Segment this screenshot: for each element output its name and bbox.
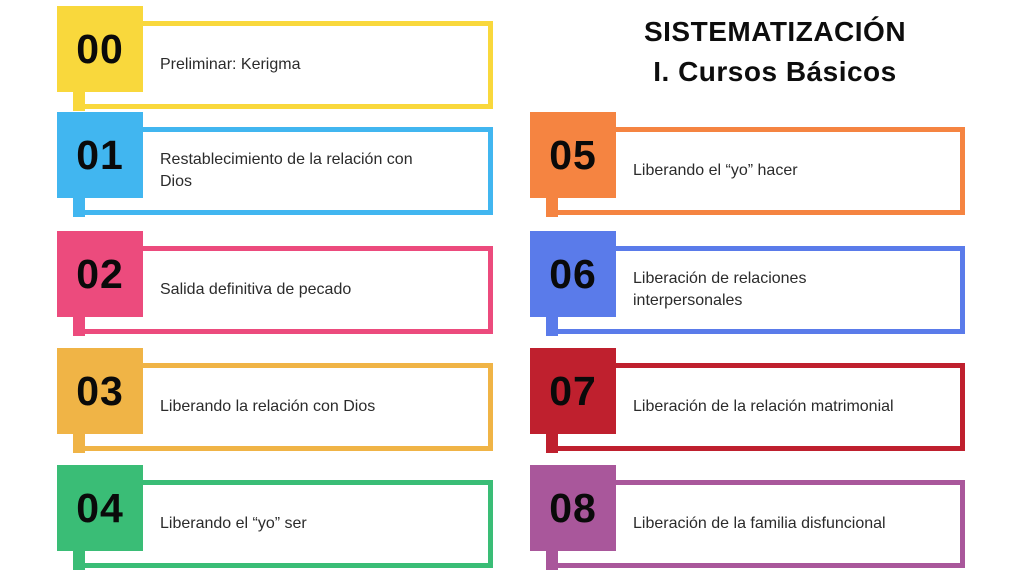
item-number: 08 <box>549 484 597 531</box>
item-number-square <box>57 465 143 551</box>
item-label: Liberación de la familia disfuncional <box>633 515 886 533</box>
item-number: 05 <box>549 131 597 178</box>
item-stem <box>546 315 558 336</box>
item-number-square <box>57 112 143 198</box>
item-label: Liberando la relación con Dios <box>160 398 376 416</box>
item-label: Liberando el “yo” ser <box>160 515 307 533</box>
page-title-line2: I. Cursos Básicos <box>653 56 897 87</box>
item-number-square <box>530 465 616 551</box>
item-number-square <box>57 348 143 434</box>
item-number-square <box>530 112 616 198</box>
item-stem <box>546 432 558 453</box>
item-label: Preliminar: Kerigma <box>160 56 301 74</box>
item-number-square <box>57 231 143 317</box>
item-number: 07 <box>549 367 597 414</box>
item-number-square <box>530 231 616 317</box>
item-stem <box>73 196 85 217</box>
page-title-line1: SISTEMATIZACIÓN <box>643 16 907 47</box>
item-number-square <box>57 6 143 92</box>
item-label: Liberando el “yo” hacer <box>633 162 798 180</box>
item-stem <box>73 315 85 336</box>
item-number: 01 <box>76 131 124 178</box>
item-number: 03 <box>76 367 124 414</box>
item-label: Salida definitiva de pecado <box>160 281 352 299</box>
item-stem <box>73 90 85 111</box>
item-number: 02 <box>76 250 124 297</box>
item-stem <box>546 196 558 217</box>
page-title <box>540 12 1010 92</box>
item-number-square <box>530 348 616 434</box>
item-stem <box>73 549 85 570</box>
item-stem <box>546 549 558 570</box>
item-label: Liberación de relaciones interpersonales <box>633 270 807 309</box>
item-label: Restablecimiento de la relación con Dios <box>160 151 413 190</box>
item-label: Liberación de la relación matrimonial <box>633 398 894 416</box>
item-number: 00 <box>76 25 124 72</box>
item-number: 04 <box>76 484 124 531</box>
item-number: 06 <box>549 250 597 297</box>
item-stem <box>73 432 85 453</box>
